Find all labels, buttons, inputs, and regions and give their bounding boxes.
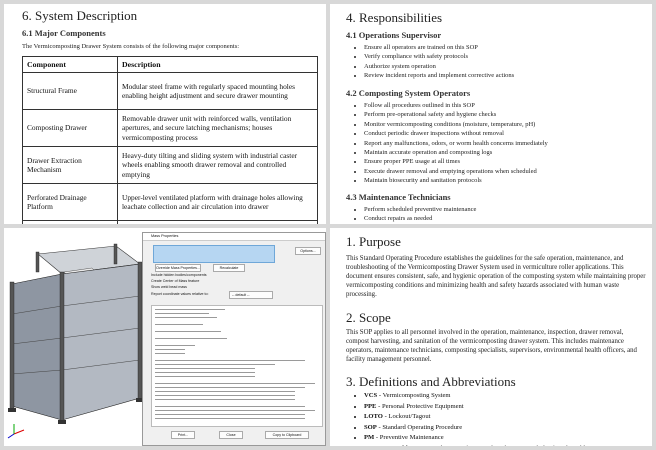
list-item bbox=[364, 402, 652, 413]
definitions-list bbox=[346, 391, 652, 446]
purpose-panel bbox=[330, 228, 652, 446]
list-item: • Follow all procedures outlined in this SOP bbox=[364, 101, 548, 110]
table-header: Component bbox=[23, 57, 118, 73]
selected-components-list[interactable] bbox=[153, 245, 275, 263]
responsibilities-panel bbox=[330, 4, 652, 224]
list-item: • Perform pre-operational safety and hygiene checks bbox=[364, 110, 548, 119]
table-header: Description bbox=[118, 57, 318, 73]
section-title: 6. System Description bbox=[22, 8, 138, 23]
scope-text: This SOP applies to all personnel involved in the operation, maintenance, inspection, drawer removal, compost harvesting, and sanitation of the vermicomposting drawer system. This includes maintenance operators, maintenance technicians, composting specialists, supervisors, environmental health officers, and facility management personnel. bbox=[346, 329, 637, 363]
table-row bbox=[23, 221, 318, 225]
bullet-list bbox=[346, 101, 548, 186]
list-item bbox=[364, 433, 652, 444]
purpose-text: This Standard Operating Procedure establishes the guidelines for the safe operation, maintenance, and troubleshooting of the Vermicomposting Drawer System used in vermiculture roller applications. This document ensures consistent, safe, and hygienic operation of the composting system while maintaining proper vermicomposting conditions and minimizing health and safety hazards associated with human waste processing. bbox=[346, 255, 646, 298]
group-title: 4.3 Maintenance Technicians bbox=[346, 192, 451, 202]
section-title: 3. Definitions and Abbreviations bbox=[346, 374, 516, 389]
responsibility-group bbox=[346, 30, 514, 81]
coordinate-select[interactable]: -- default -- bbox=[229, 291, 273, 299]
list-item: • Monitor vermicomposting conditions (moisture, temperature, pH) bbox=[364, 120, 548, 129]
list-item: • Conduct periodic drawer inspections without removal bbox=[364, 129, 548, 138]
section-title: 2. Scope bbox=[346, 310, 391, 325]
definition-term: LOTO bbox=[364, 413, 383, 421]
system-description-panel bbox=[4, 4, 326, 224]
options-button[interactable]: Options... bbox=[295, 247, 321, 255]
cad-screenshot-panel bbox=[4, 228, 326, 446]
list-item: • Ensure all operators are trained on this SOP bbox=[364, 43, 514, 52]
table-cell: Modular steel frame with regularly spaced mounting holes enabling height adjustment and secure drawer mounting bbox=[118, 73, 318, 110]
table-row bbox=[23, 184, 318, 221]
bullet-list bbox=[346, 43, 514, 81]
list-item bbox=[364, 391, 652, 402]
responsibility-group bbox=[346, 192, 476, 224]
subsection-title: 6.1 Major Components bbox=[22, 28, 106, 38]
table-cell: Composting Drawer bbox=[23, 110, 118, 147]
override-mass-button[interactable]: Override Mass Properties... bbox=[156, 266, 200, 270]
table-cell: Heavy-duty tilting and sliding system with industrial caster wheels enabling smooth drawer removal and controlled emptying bbox=[118, 147, 318, 184]
create-com-checkbox[interactable]: Create Center of Mass feature bbox=[151, 279, 200, 283]
group-title: 4.1 Operations Supervisor bbox=[346, 30, 442, 40]
table-row bbox=[23, 147, 318, 184]
table-cell bbox=[23, 221, 118, 225]
definition-term: VCS bbox=[364, 392, 378, 399]
components-table bbox=[22, 56, 318, 224]
list-item bbox=[364, 444, 652, 446]
list-item: • Maintain biosecurity and sanitation protocols bbox=[364, 176, 548, 185]
definition-text: - Personal Protective Equipment bbox=[376, 402, 464, 410]
list-item bbox=[364, 423, 652, 434]
table-cell: Structural Frame bbox=[23, 73, 118, 110]
responsibility-group bbox=[346, 88, 548, 186]
copy-clipboard-button[interactable]: Copy to Clipboard bbox=[265, 431, 309, 439]
print-button[interactable]: Print... bbox=[171, 431, 195, 439]
dialog-title: Mass Properties bbox=[143, 233, 325, 241]
table-row bbox=[23, 110, 318, 147]
definition-term: PM bbox=[364, 434, 375, 442]
definition-term bbox=[364, 445, 411, 446]
table-header-row bbox=[23, 57, 318, 73]
include-hidden-checkbox[interactable]: Include hidden bodies/components bbox=[151, 273, 207, 277]
definition-text: - Standard Operating Procedure bbox=[376, 423, 463, 431]
list-item: • Verify compliance with safety protocols bbox=[364, 52, 514, 61]
list-item: • Ensure proper PPE usage at all times bbox=[364, 157, 548, 166]
table-row bbox=[23, 73, 318, 110]
list-item: • Execute drawer removal and emptying operations when scheduled bbox=[364, 167, 548, 176]
table-cell: Upper-level ventilated platform with drainage holes allowing leachate collection and air circulation into drawer bbox=[118, 184, 318, 221]
definition-text: - Preventive Maintenance bbox=[374, 434, 444, 442]
section-intro: The Vermicomposting Drawer System consists of the following major components: bbox=[22, 43, 240, 50]
section-title: 1. Purpose bbox=[346, 234, 401, 249]
definition-text: - Vermicomposting System bbox=[377, 392, 451, 399]
list-item: • Review incident reports and implement corrective actions bbox=[364, 71, 514, 80]
definition-text bbox=[411, 445, 619, 446]
report-coordinate-label: Report coordinate values relative to: bbox=[151, 292, 209, 296]
close-button[interactable]: Close bbox=[219, 431, 243, 439]
list-item: • Maintain accurate operation and composting logs bbox=[364, 148, 548, 157]
list-item bbox=[364, 412, 652, 423]
list-item: • Authorize system operation bbox=[364, 62, 514, 71]
definition-term: PPE bbox=[364, 402, 377, 410]
recalculate-button[interactable]: Recalculate bbox=[213, 264, 245, 272]
list-item: • Conduct repairs as needed bbox=[364, 214, 476, 223]
list-item: • Perform scheduled preventive maintenance bbox=[364, 205, 476, 214]
table-cell: Perforated Drainage Platform bbox=[23, 184, 118, 221]
definition-term: SOP bbox=[364, 423, 377, 431]
table-cell bbox=[118, 221, 318, 225]
bullet-list bbox=[346, 205, 476, 224]
definition-text: - Lockout/Tagout bbox=[382, 413, 431, 421]
results-text-area[interactable] bbox=[151, 305, 323, 427]
frame-model-render bbox=[4, 228, 144, 446]
table-cell: Removable drawer unit with reinforced walls, ventilation apertures, and secure latching mechanisms; houses vermicomposting process bbox=[118, 110, 318, 147]
group-title: 4.2 Composting System Operators bbox=[346, 88, 471, 98]
table-cell: Drawer Extraction Mechanism bbox=[23, 147, 118, 184]
list-item: • Report any malfunctions, odors, or worm health concerns immediately bbox=[364, 139, 548, 148]
show-weld-checkbox[interactable]: Show weld bead mass bbox=[151, 285, 187, 289]
mass-properties-dialog bbox=[142, 232, 326, 446]
section-title: 4. Responsibilities bbox=[346, 10, 443, 25]
